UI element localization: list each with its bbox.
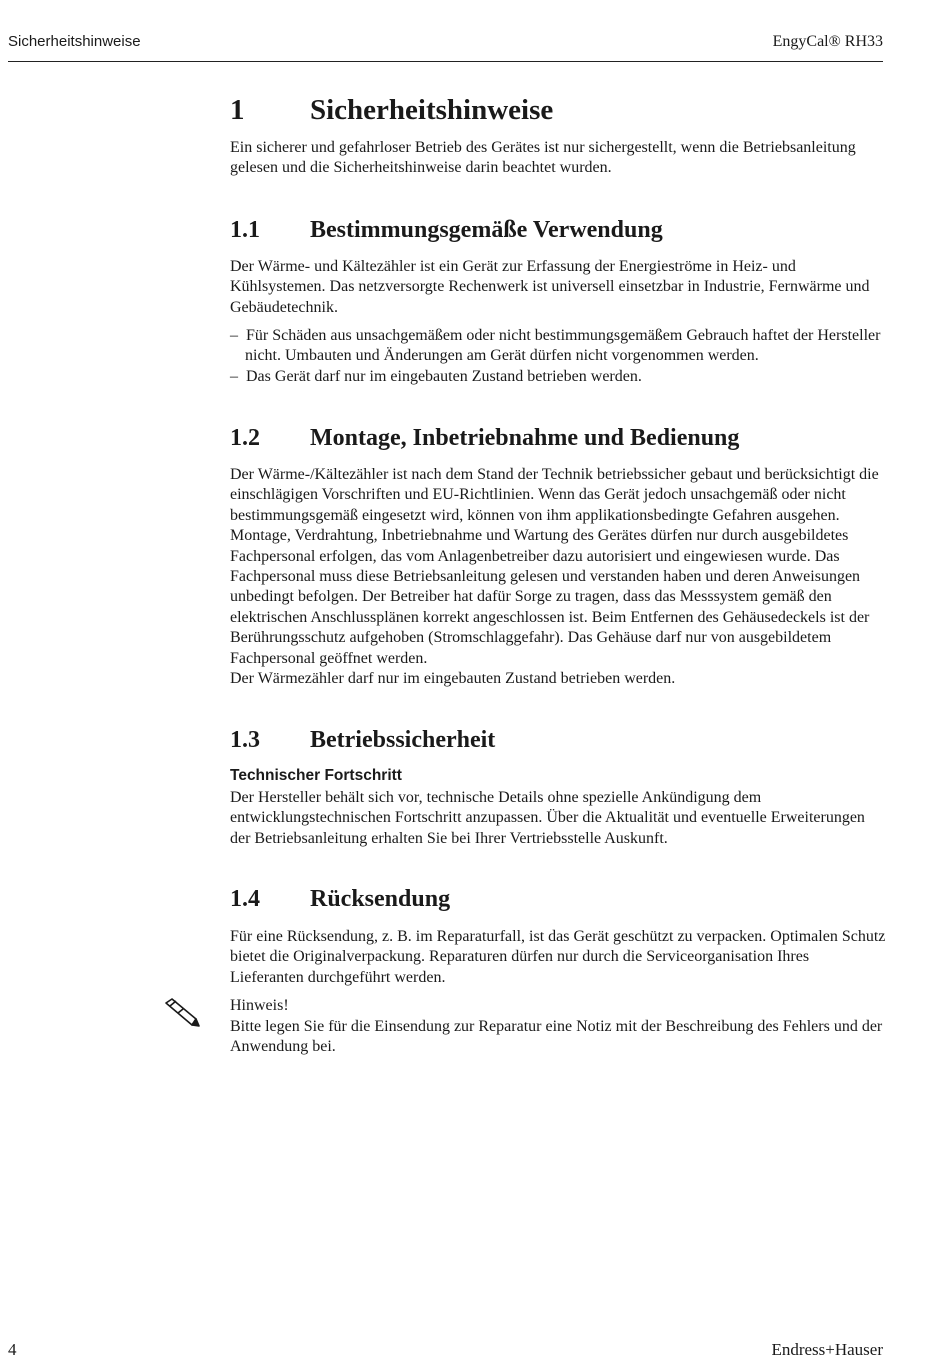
page-header (8, 32, 883, 62)
section-title: Sicherheitshinweise (310, 94, 554, 126)
section-1-2-text-2: Der Wärmezähler darf nur im eingebauten Zustand betrieben werden. (230, 670, 676, 687)
section-number: 1.4 (230, 886, 260, 912)
section-1-4-heading (230, 886, 450, 913)
note-text: Bitte legen Sie für die Einsendung zur Reparatur eine Notiz mit der Beschreibung des Fehlers und der Anwendung bei. (230, 1018, 883, 1056)
section-1-3-text: Der Hersteller behält sich vor, technische Details ohne spezielle Ankündigung dem entwicklungstechnischen Fortschritt anzupassen. Über die Aktualität und eventuelle Erweiterungen der Betriebsanleitung erhalten Sie bei Ihrer Vertriebsstelle Auskunft. (230, 789, 865, 847)
section-1-3-heading (230, 727, 495, 754)
section-1-1-bullets (230, 326, 886, 387)
section-title: Montage, Inbetriebnahme und Bedienung (310, 425, 740, 451)
header-section-title: Sicherheitshinweise (8, 33, 141, 50)
section-number: 1.1 (230, 217, 260, 243)
section-number: 1.2 (230, 425, 260, 451)
section-title: Bestimmungsgemäße Verwendung (310, 217, 663, 243)
section-1-2-text: Der Wärme-/Kältezähler ist nach dem Stand der Technik betriebssicher gebaut und berücksichtigt die einschlägigen Vorschriften und EU-Richtlinien. Wenn das Gerät jedoch unsachgemäß oder nicht bestimmungsgemäß eingesetzt wird, können von ihm applikationsbedingte Gefahren ausgehen. Montage, Verdrahtung, Inbetriebnahme und Wartung des Gerätes dürfen nur durch ausgebildetes Fachpersonal erfolgen, das vom Anlagenbetreiber dazu autorisiert und eingewiesen wurde. Das Fachpersonal muss diese Betriebsanleitung gelesen und verstanden haben und deren Anweisungen unbedingt befolgen. Der Betreiber hat dafür Sorge zu tragen, dass das Messsystem gemäß den elektrischen Anschlussplänen korrekt angeschlossen ist. Beim Entfernen des Gehäusedeckels ist der Berührungsschutz aufgehoben (Stromschlaggefahr). Das Gehäuse darf nur von ausgebildetem Fachpersonal geöffnet werden. (230, 466, 879, 667)
pencil-note-icon (162, 997, 202, 1029)
section-1-2-heading (230, 425, 739, 452)
section-title: Rücksendung (310, 886, 451, 912)
note-label: Hinweis! (230, 997, 289, 1014)
section-number: 1 (230, 94, 245, 126)
subheading-technical-progress: Technischer Fortschritt (230, 767, 402, 784)
footer-brand: Endress+Hauser (771, 1340, 883, 1359)
page-number: 4 (8, 1340, 17, 1359)
section-1-1-heading (230, 217, 663, 244)
section-number: 1.3 (230, 727, 260, 753)
header-product-name: EngyCal® RH33 (772, 33, 883, 50)
section-1-4-text: Für eine Rücksendung, z. B. im Reparaturfall, ist das Gerät geschützt zu verpacken. Optimalen Schutz bietet die Originalverpackung. Reparaturen dürfen nur durch die Serviceorganisation Ihres Lieferanten durchgeführt werden. (230, 928, 886, 986)
section-1-1-text: Der Wärme- und Kältezähler ist ein Gerät zur Erfassung der Energieströme in Heiz- und Kühlsystemen. Das netzversorgte Rechenwerk ist universell einsetzbar in Industrie, Fernwärme und Gebäudetechnik. (230, 258, 870, 316)
section-1-text: Ein sicherer und gefahrloser Betrieb des Gerätes ist nur sichergestellt, wenn die Betriebsanleitung gelesen und die Sicherheitshinweise darin beachtet wurden. (230, 139, 856, 177)
section-title: Betriebssicherheit (310, 727, 496, 753)
section-1-heading (230, 94, 553, 127)
list-item: – Für Schäden aus unsachgemäßem oder nicht bestimmungsgemäßem Gebrauch haftet der Hersteller nicht. Umbauten und Änderungen am Gerät dürfen nicht vorgenommen werden. (230, 326, 886, 367)
list-item: – Das Gerät darf nur im eingebauten Zustand betrieben werden. (230, 367, 886, 387)
